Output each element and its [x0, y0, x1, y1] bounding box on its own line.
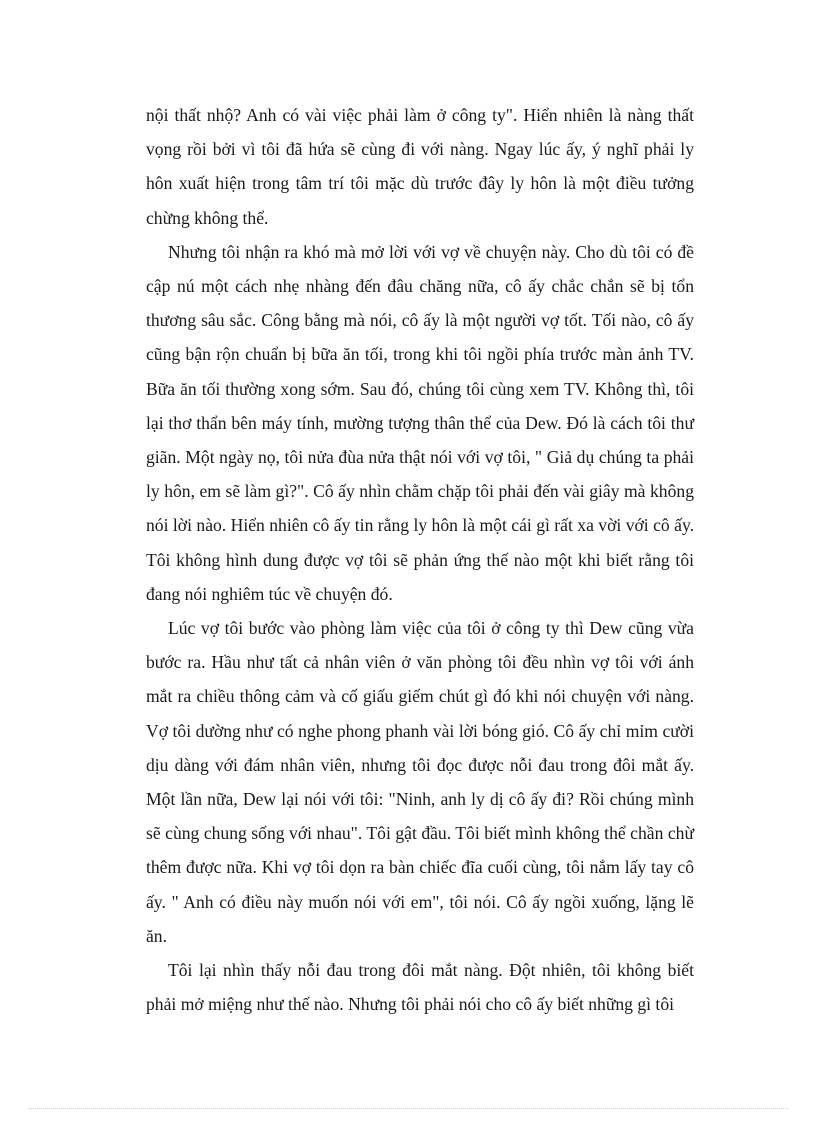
paragraph-4: Tôi lại nhìn thấy nỗi đau trong đôi mắt nàng. Đột nhiên, tôi không biết phải mở miệng như thế nào. Nhưng tôi phải nói cho cô ấy biết những gì tôi [146, 960, 694, 1015]
document-body [146, 98, 694, 1021]
paragraph-2: Nhưng tôi nhận ra khó mà mở lời với vợ về chuyện này. Cho dù tôi có đề cập nú một cách nhẹ nhàng đến đâu chăng nữa, cô ấy chắc chắn sẽ bị tổn thương sâu sắc. Công bằng mà nói, cô ấy là một người vợ tốt. Tối nào, cô ấy cũng bận rộn chuẩn bị bữa ăn tối, trong khi tôi ngồi phía trước màn ảnh TV. Bữa ăn tối thường xong sớm. Sau đó, chúng tôi cùng xem TV. Không thì, tôi lại thơ thẩn bên máy tính, mường tượng thân thể của Dew. Đó là cách tôi thư giãn. Một ngày nọ, tôi nửa đùa nửa thật nói với vợ tôi, " Giả dụ chúng ta phải ly hôn, em sẽ làm gì?". Cô ấy nhìn chằm chặp tôi phải đến vài giây mà không nói lời nào. Hiển nhiên cô ấy tin rằng ly hôn là một cái gì rất xa vời với cô ấy. Tôi không hình dung được vợ tôi sẽ phản ứng thế nào một khi biết rằng tôi đang nói nghiêm túc về chuyện đó. [146, 241, 694, 604]
paragraph-3: Lúc vợ tôi bước vào phòng làm việc của tôi ở công ty thì Dew cũng vừa bước ra. Hầu như tất cả nhân viên ở văn phòng tôi đều nhìn vợ tôi với ánh mắt ra chiều thông cảm và cố giấu giếm chút gì đó khi nói chuyện với nàng. Vợ tôi dường như có nghe phong phanh vài lời bóng gió. Cô ấy chỉ mỉm cười dịu dàng với đám nhân viên, nhưng tôi đọc được nỗi đau trong đôi mắt ấy. Một lần nữa, Dew lại nói với tôi: "Ninh, anh ly dị cô ấy đi? Rồi chúng mình sẽ cùng chung sống với nhau". Tôi gật đầu. Tôi biết mình không thể chần chừ thêm được nữa. Khi vợ tôi dọn ra bàn chiếc đĩa cuối cùng, tôi nắm lấy tay cô ấy. " Anh có điều này muốn nói với em", tôi nói. Cô ấy ngồi xuống, lặng lẽ ăn. [146, 618, 694, 946]
paragraph-1: nội thất nhộ? Anh có vài việc phải làm ở công ty". Hiển nhiên là nàng thất vọng rồi bởi vì tôi đã hứa sẽ cùng đi với nàng. Ngay lúc ấy, ý nghĩ phải ly hôn xuất hiện trong tâm trí tôi mặc dù trước đây ly hôn là một điều tưởng chừng không thể. [146, 105, 694, 228]
page-bottom-divider [28, 1108, 788, 1109]
